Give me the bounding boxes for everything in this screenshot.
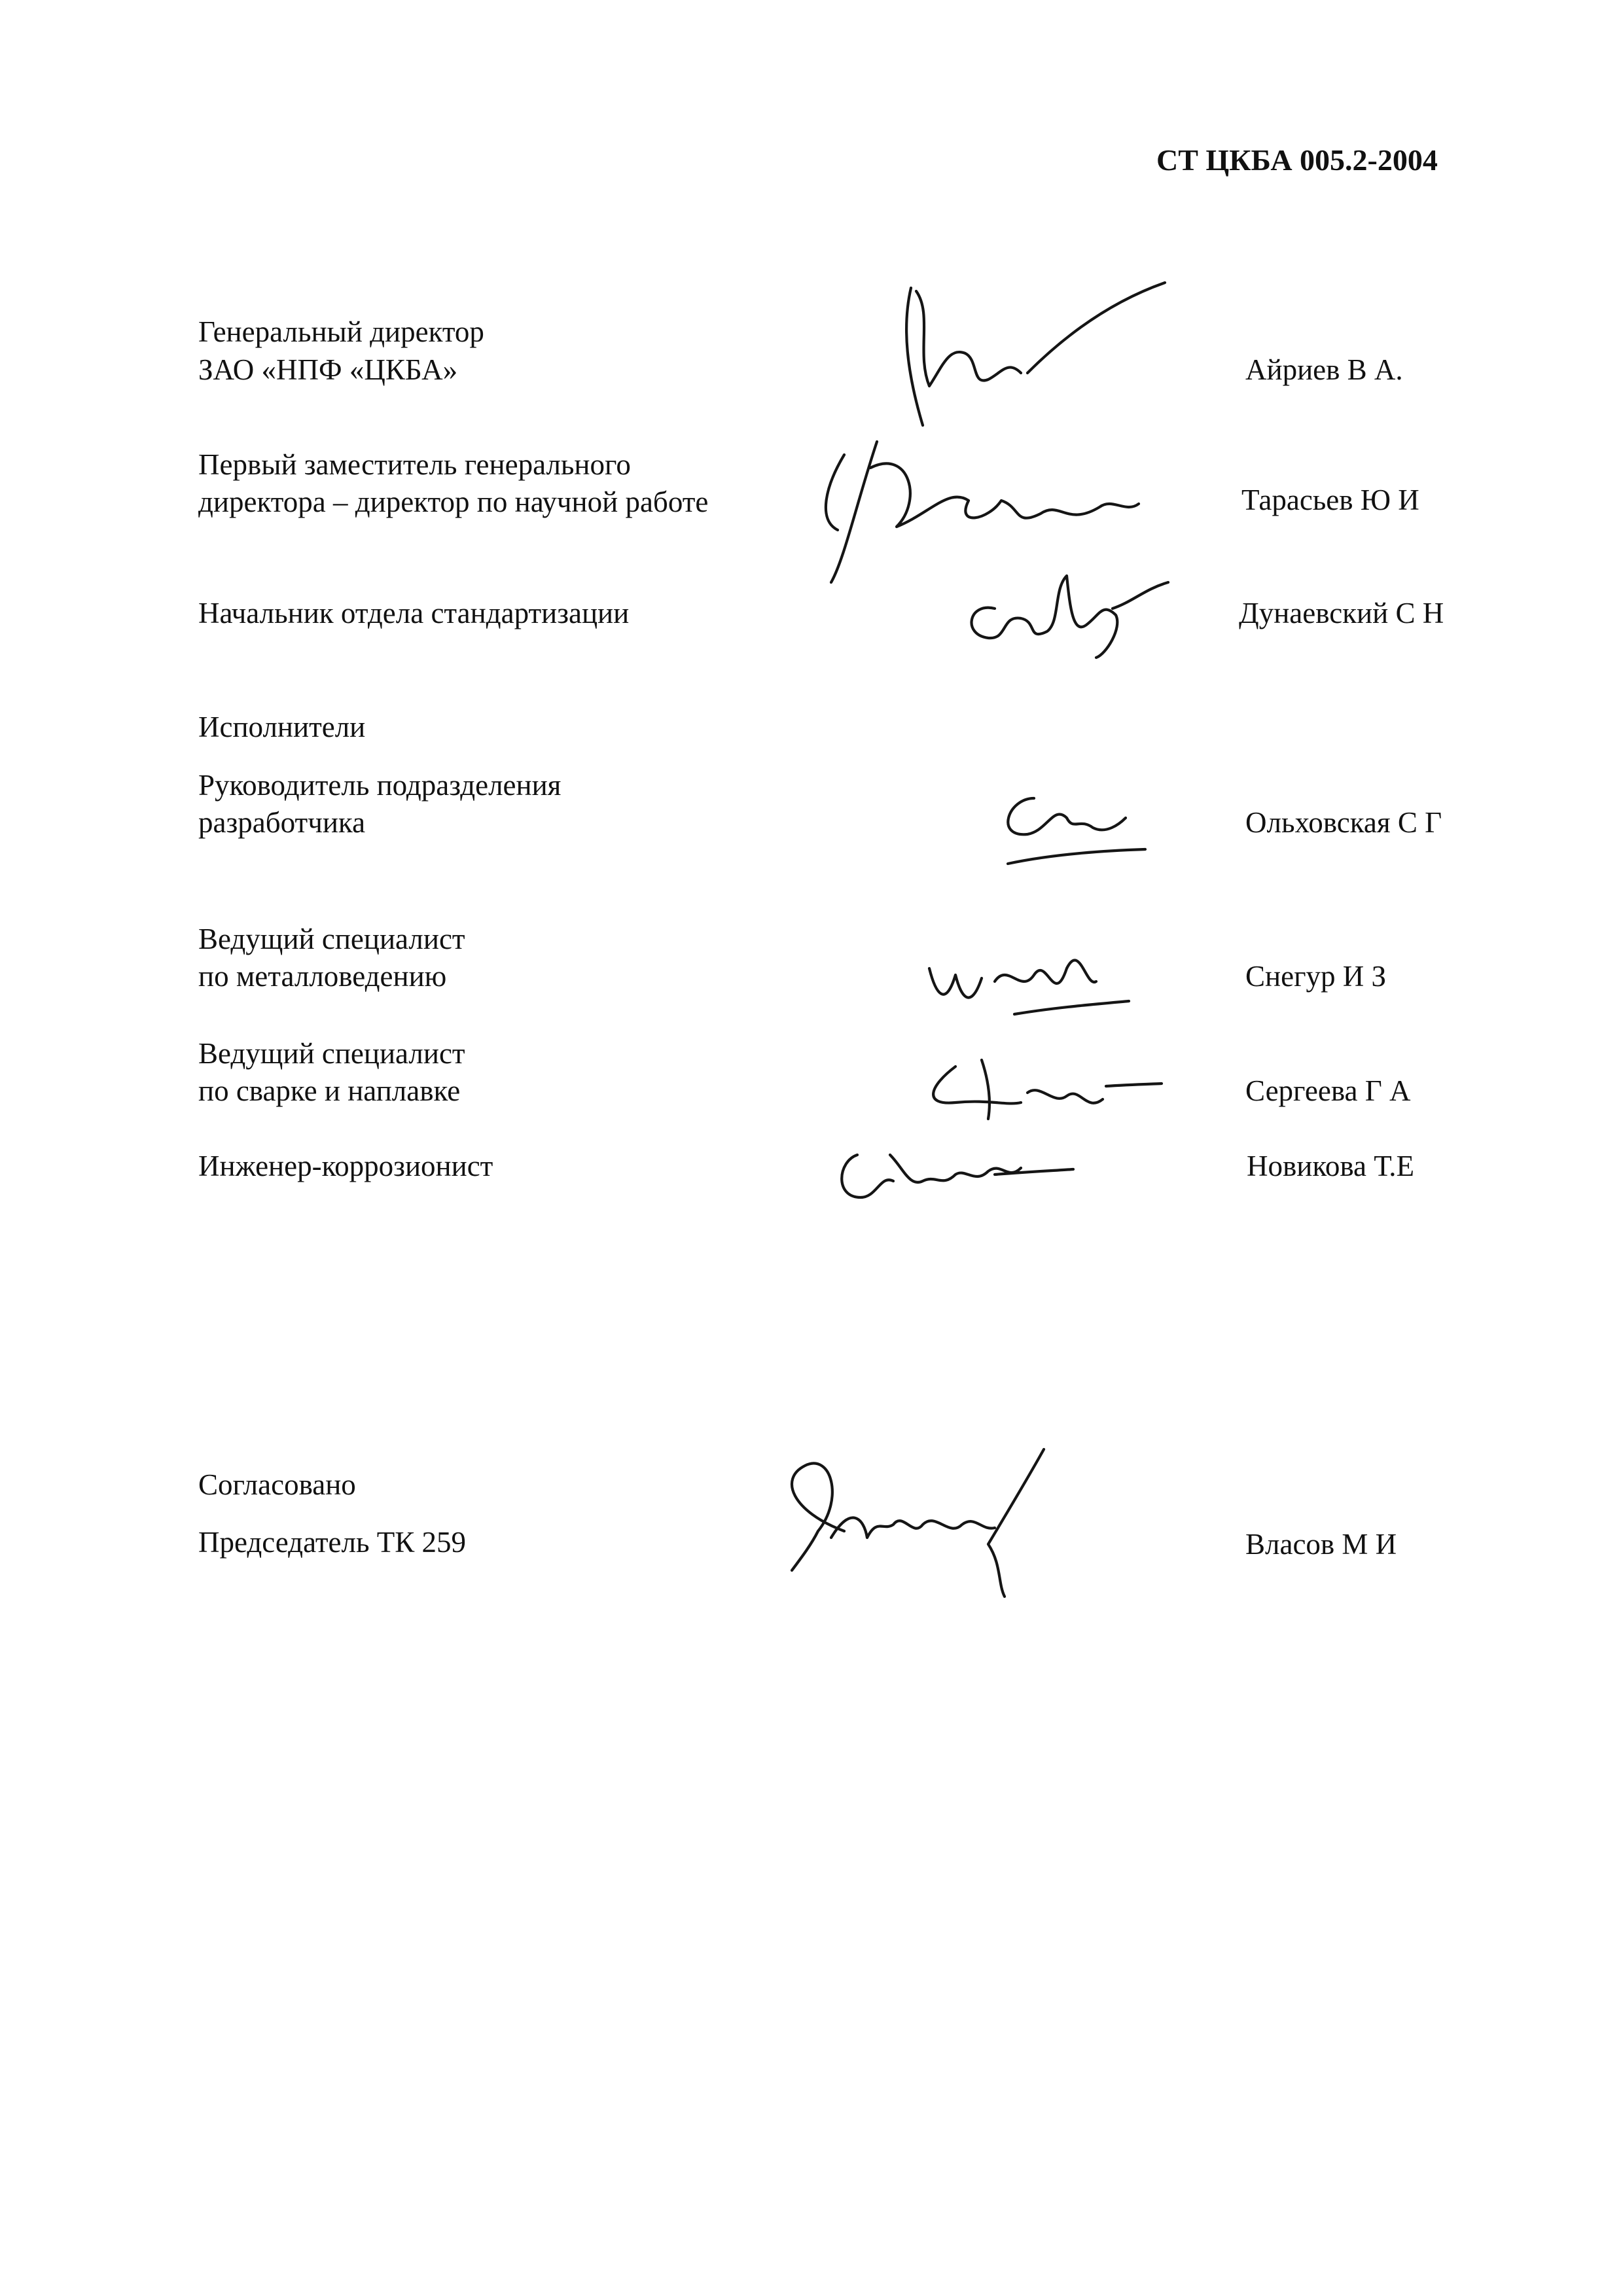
approval-name: Власов М И — [1245, 1528, 1397, 1561]
signatory-name: Айриев В А. — [1245, 353, 1403, 386]
signature-3 — [955, 563, 1171, 661]
signatory-name: Дунаевский С Н — [1239, 597, 1444, 629]
executor-name: Сергеева Г А — [1245, 1074, 1411, 1107]
signature-6 — [916, 1047, 1165, 1132]
position-line: Ведущий специалист — [198, 923, 465, 955]
executor-name: Снегур И З — [1245, 960, 1387, 993]
position-line: Руководитель подразделения — [198, 769, 562, 802]
position-line: Начальник отдела стандартизации — [198, 597, 630, 629]
signature-4 — [988, 772, 1158, 877]
position-line: Генеральный директор — [198, 315, 484, 348]
executors-heading: Исполнители — [198, 711, 366, 743]
position-line: Первый заместитель генерального — [198, 448, 631, 481]
document-code: СТ ЦКБА 005.2-2004 — [1156, 143, 1438, 177]
position-line: Ведущий специалист — [198, 1037, 465, 1070]
position-line: по металловедению — [198, 960, 447, 993]
position-line: ЗАО «НПФ «ЦКБА» — [198, 353, 458, 386]
signatory-name: Тарасьев Ю И — [1241, 484, 1419, 516]
executor-name: Ольховская С Г — [1245, 806, 1442, 839]
position-line: разработчика — [198, 806, 366, 839]
position-line: директора – директор по научной работе — [198, 486, 709, 518]
position-line: по сварке и наплавке — [198, 1074, 461, 1107]
position-line: Инженер-коррозионист — [198, 1150, 493, 1182]
signature-8 — [753, 1439, 1067, 1597]
approval-heading: Согласовано — [198, 1468, 356, 1501]
approval-position: Председатель ТК 259 — [198, 1526, 466, 1559]
signature-7 — [831, 1135, 1080, 1207]
executor-name: Новикова Т.Е — [1247, 1150, 1415, 1182]
signature-1 — [897, 275, 1171, 438]
signature-5 — [916, 929, 1132, 1027]
